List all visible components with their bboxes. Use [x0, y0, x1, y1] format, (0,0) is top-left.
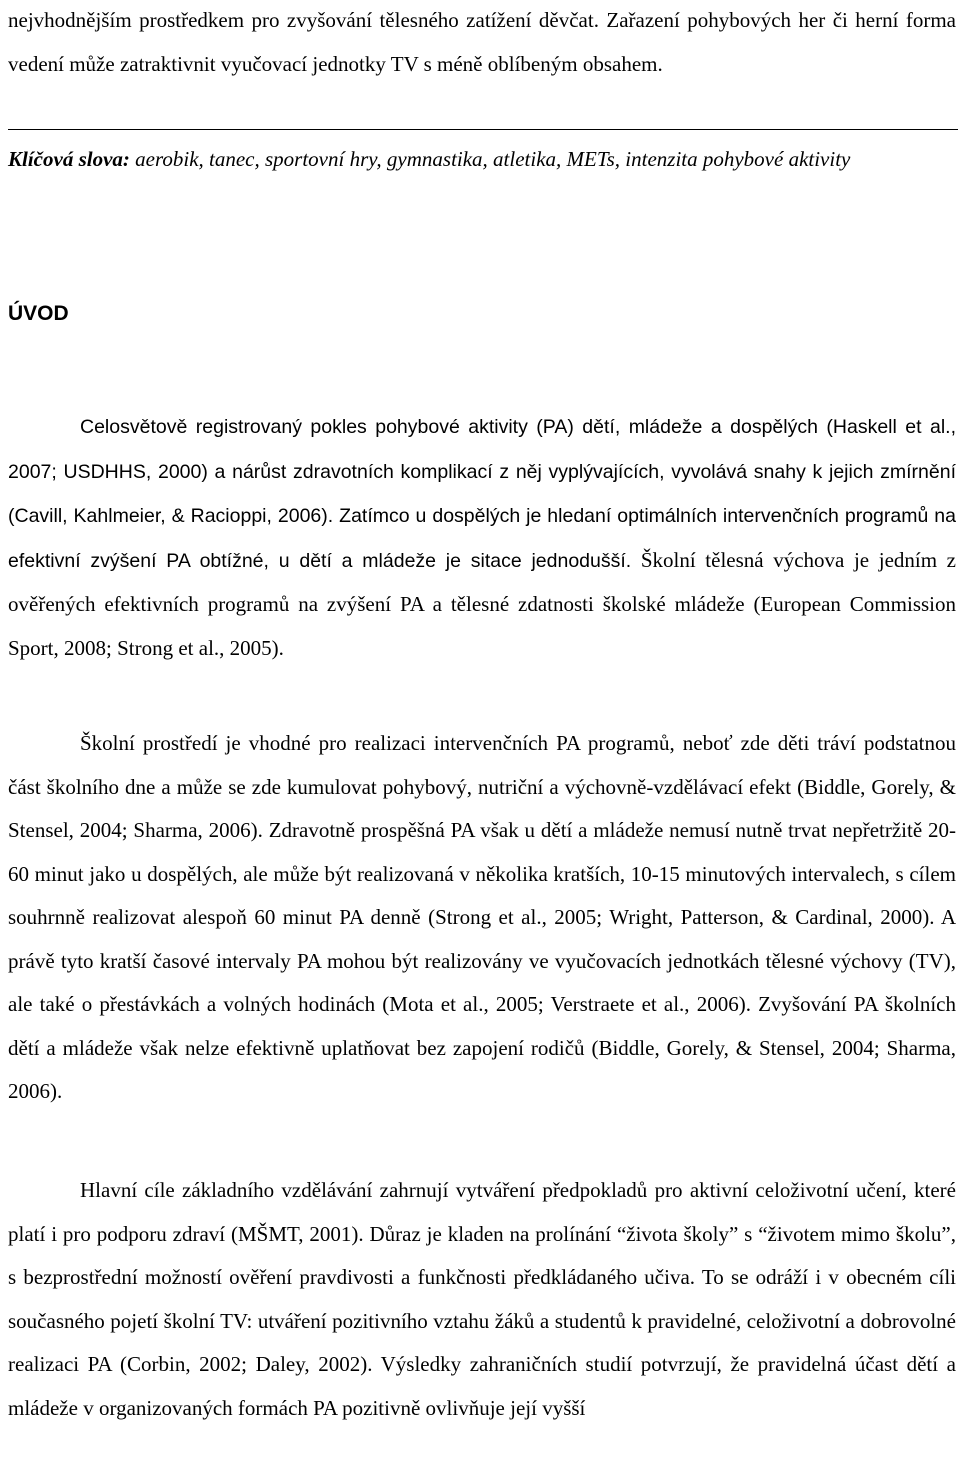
keywords-label: Klíčová slova:	[8, 147, 130, 171]
intro-paragraph-1	[8, 405, 956, 670]
section-heading: ÚVOD	[8, 302, 69, 325]
intro-paragraph: nejvhodnějším prostředkem pro zvyšování tělesného zatížení děvčat. Zařazení pohybových her či herní forma vedení může zatraktivnit vyučovací jednotky TV s méně oblíbeným obsahem.	[8, 8, 956, 76]
keywords-paragraph	[8, 138, 956, 182]
paragraph-1-serif-text: Školní tělesná výchova je jedním z ověřených efektivních programů na zvýšení PA a tělesné zdatnosti školské mládeže (European Commission Sport, 2008; Strong et al., 2005).	[8, 547, 957, 660]
intro-paragraph-2: Školní prostředí je vhodné pro realizaci intervenčních PA programů, neboť zde děti tráví podstatnou část školního dne a může se zde kumulovat pohybový, nutriční a výchovně-vzdělávací efekt (Biddle, Gorely, & Stensel, 2004; Sharma, 2006). Zdravotně prospěšná PA však u dětí a mládeže nemusí nutně trvat nepřetržitě 20-60 minut jako u dospělých, ale může být realizovaná v několika kratších, 10-15 minutových intervalech, s cílem souhrnně realizovat alespoň 60 minut PA denně (Strong et al., 2005; Wright, Patterson, & Cardinal, 2000). A právě tyto kratší časové intervaly PA mohou být realizovány ve vyučovacích jednotkách tělesné výchovy (TV), ale také o přestávkách a volných hodinách (Mota et al., 2005; Verstraete et al., 2006). Zvyšování PA školních dětí a mládeže však nelze efektivně uplatňovat bez zapojení rodičů (Biddle, Gorely, & Stensel, 2004; Sharma, 2006).	[8, 731, 956, 1103]
keywords-text: aerobik, tanec, sportovní hry, gymnastika, atletika, METs, intenzita pohybové aktivity	[129, 147, 851, 171]
paragraph-1-sans-text: Celosvětově registrovaný pokles pohybové aktivity (PA) dětí, mládeže a dospělých (Haskell et al., 2007; USDHHS, 2000) a nárůst zdravotních komplikací z něj vyplývajících, vyvolává snahy k jejich zmírnění (Cavill, Kahlmeier, & Racioppi, 2006). Zatímco u dospělých je hledaní optimálních intervenčních programů na efektivní zvýšení PA obtížné, u dětí a mládeže je sitace jednodušší.	[8, 416, 956, 572]
intro-paragraph-3: Hlavní cíle základního vzdělávání zahrnují vytváření předpokladů pro aktivní celoživotní učení, které platí i pro podporu zdraví (MŠMT, 2001). Důraz je kladen na prolínání “života školy” s “životem mimo školu”, s bezprostřední možností ověření pravdivosti a funkčnosti předkládaného učiva. To se odráží i v obecném cíli současného pojetí školní TV: utváření pozitivního vztahu žáků a studentů k pravidelné, celoživotní a dobrovolné realizaci PA (Corbin, 2002; Daley, 2002). Výsledky zahraničních studií potvrzují, že pravidelná účast dětí a mládeže v organizovaných formách PA pozitivně ovlivňuje její vyšší	[8, 1178, 956, 1420]
section-divider	[8, 129, 958, 130]
